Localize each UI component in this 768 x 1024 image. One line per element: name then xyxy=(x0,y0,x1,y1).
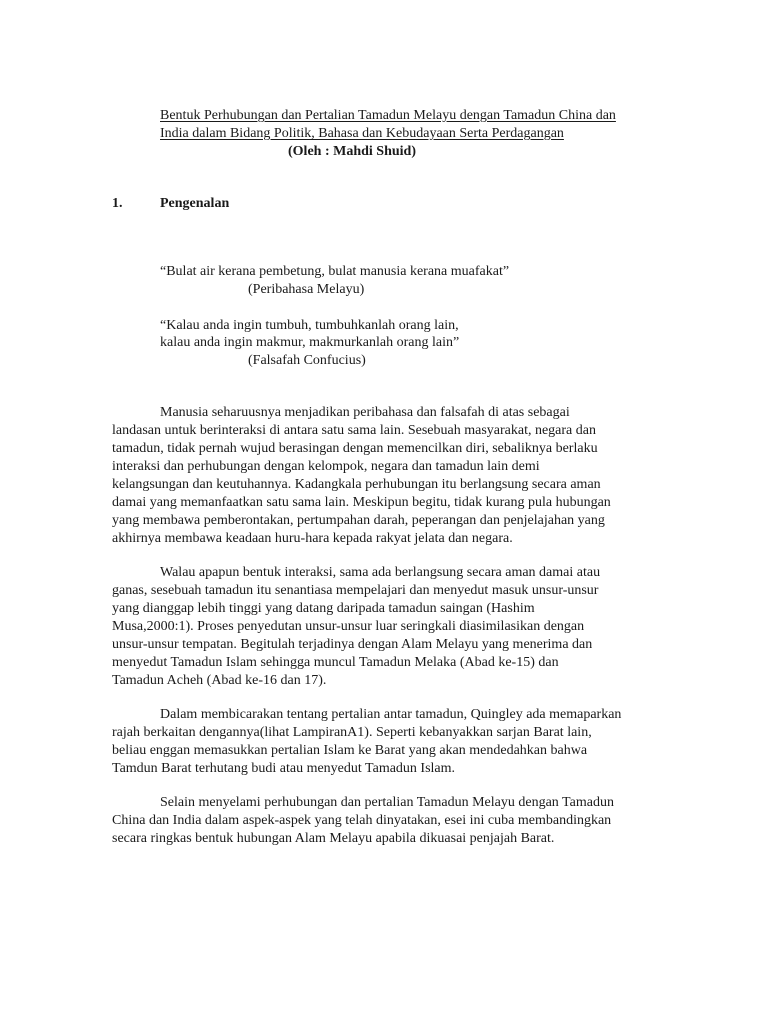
paragraph-line: damai yang memanfaatkan satu sama lain. Meskipun begitu, tidak kurang pula hubungan xyxy=(112,495,611,510)
paragraph-line: yang dianggap lebih tinggi yang datang daripada tamadun saingan (Hashim xyxy=(112,601,535,616)
quote-2-line-2: kalau anda ingin makmur, makmurkanlah orang lain” xyxy=(160,335,460,350)
section-number: 1. xyxy=(112,196,123,211)
title-line-1: Bentuk Perhubungan dan Pertalian Tamadun Melayu dengan Tamadun China dan xyxy=(160,108,616,123)
quote-2-source: (Falsafah Confucius) xyxy=(248,353,366,368)
paragraph-line: beliau enggan memasukkan pertalian Islam ke Barat yang akan mendedahkan bahwa xyxy=(112,743,588,758)
quote-1-text: “Bulat air kerana pembetung, bulat manusia kerana muafakat” xyxy=(160,264,510,279)
paragraph-line: Selain menyelami perhubungan dan pertalian Tamadun Melayu dengan Tamadun xyxy=(160,795,614,810)
paragraph-line: Walau apapun bentuk interaksi, sama ada berlangsung secara aman damai atau xyxy=(160,565,601,580)
paragraph-line: China dan India dalam aspek-aspek yang telah dinyatakan, esei ini cuba membandingkan xyxy=(112,813,612,828)
paragraph-line: Manusia seharuusnya menjadikan peribahasa dan falsafah di atas sebagai xyxy=(160,405,570,420)
paragraph-line: yang membawa pemberontakan, pertumpahan darah, peperangan dan penjelajahan yang xyxy=(112,513,605,528)
title-line-2: India dalam Bidang Politik, Bahasa dan Kebudayaan Serta Perdagangan xyxy=(160,126,564,141)
paragraph-line: landasan untuk berinteraksi di antara satu sama lain. Sesebuah masyarakat, negara dan xyxy=(112,423,596,438)
paragraph-line: secara ringkas bentuk hubungan Alam Melayu apabila dikuasai penjajah Barat. xyxy=(112,831,555,846)
paragraph-line: tamadun, tidak pernah wujud berasingan dengan memencilkan diri, sebaliknya berlaku xyxy=(112,441,598,456)
paragraph-line: ganas, sesebuah tamadun itu senantiasa mempelajari dan menyedut masuk unsur-unsur xyxy=(112,583,599,598)
paragraph-line: interaksi dan perhubungan dengan kelompok, negara dan tamadun lain demi xyxy=(112,459,540,474)
paragraph-line: unsur-unsur tempatan. Begitulah terjadinya dengan Alam Melayu yang menerima dan xyxy=(112,637,593,652)
paragraph-line: menyedut Tamadun Islam sehingga muncul Tamadun Melaka (Abad ke-15) dan xyxy=(112,655,559,670)
paragraph-line: Tamdun Barat terhutang budi atau menyedut Tamadun Islam. xyxy=(112,761,456,776)
paragraph-line: kelangsungan dan keutuhannya. Kadangkala perhubungan itu berlangsung secara aman xyxy=(112,477,601,492)
paragraph-line: rajah berkaitan dengannya(lihat LampiranA1). Seperti kebanyakkan sarjan Barat lain, xyxy=(112,725,592,740)
paragraph-line: akhirnya membawa keadaan huru-hara kepada rakyat jelata dan negara. xyxy=(112,531,513,546)
paragraph-line: Tamadun Acheh (Abad ke-16 dan 17). xyxy=(112,673,327,688)
section-heading: Pengenalan xyxy=(160,196,230,211)
paragraph-line: Musa,2000:1). Proses penyedutan unsur-unsur luar seringkali diasimilasikan dengan xyxy=(112,619,585,634)
quote-1-source: (Peribahasa Melayu) xyxy=(248,282,365,297)
author-line: (Oleh : Mahdi Shuid) xyxy=(288,144,416,159)
paragraph-line: Dalam membicarakan tentang pertalian antar tamadun, Quingley ada memaparkan xyxy=(160,707,622,722)
quote-2-line-1: “Kalau anda ingin tumbuh, tumbuhkanlah orang lain, xyxy=(160,318,459,333)
